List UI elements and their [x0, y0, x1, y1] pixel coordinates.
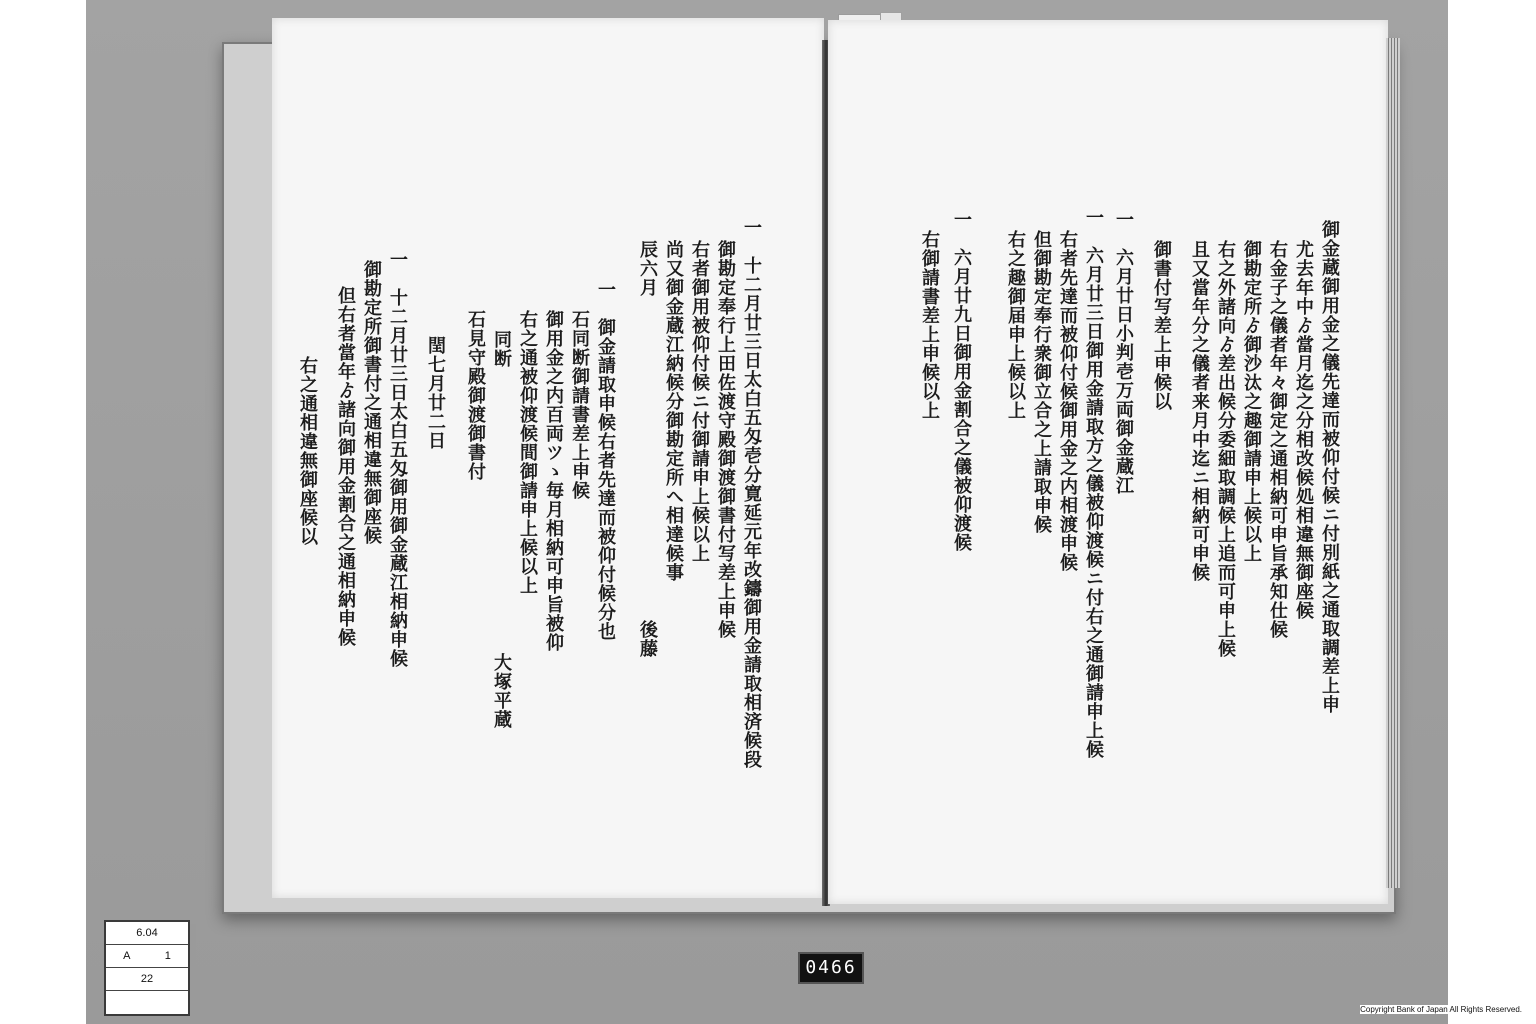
- right-page: [828, 20, 1388, 904]
- right-column-10: 右者先達而被仰付候御用金之内相渡申候: [1057, 230, 1078, 572]
- right-column-3: 右金子之儀者年々御定之通相納可申旨承知仕候: [1267, 240, 1288, 639]
- label-row-1: 6.04: [106, 922, 188, 945]
- left-column-14: 御勘定所御書付之通相違無御座候: [361, 260, 382, 545]
- right-column-8: 一 六月廿日小判壱万両御金蔵江: [1113, 210, 1134, 495]
- left-column-2: 御勘定奉行上田佐渡守殿御渡御書付写差上申候: [715, 240, 736, 639]
- archive-label-card: [104, 920, 190, 1016]
- right-column-1: 御金蔵御用金之儀先達而被仰付候ニ付別紙之通取調差上申: [1319, 220, 1340, 714]
- right-column-6: 且又當年分之儀者来月中迄ニ相納可申候: [1189, 240, 1210, 582]
- right-column-7: 御書付写差上申候以: [1151, 240, 1172, 411]
- left-column-9: 右之通被仰渡候間御請申上候以上: [517, 310, 538, 595]
- left-column-1: 一 十二月廿三日太白五匁壱分寛延元年改鑄御用金請取相済候段: [741, 218, 762, 769]
- left-column-6: 一 御金請取申候右者先達而被仰付候分也: [595, 280, 616, 641]
- right-column-5: 右之外諸向ゟ差出候分委細取調候上追而可申上候: [1215, 240, 1236, 658]
- left-column-5: 辰六月 後藤: [637, 240, 658, 658]
- page-edges: [1386, 38, 1400, 888]
- left-column-7: 石同断御請書差上申候: [569, 310, 590, 500]
- copyright-notice: Copyright Bank of Japan All Rights Reserved.: [1360, 1005, 1522, 1014]
- label-row-4: [106, 991, 188, 1013]
- right-column-4: 御勘定所ゟ御沙汰之趣御請申上候以上: [1241, 240, 1262, 563]
- left-column-4: 尚又御金蔵江納候分御勘定所へ相達候事: [663, 240, 684, 582]
- left-column-12: 閏七月廿二日: [425, 336, 446, 450]
- left-column-3: 右者御用被仰付候ニ付御請申上候以上: [689, 240, 710, 563]
- right-column-11: 但御勘定奉行衆御立合之上請取申候: [1031, 230, 1052, 534]
- right-column-12: 右之趣御届申上候以上: [1005, 230, 1026, 420]
- label-row-2: [106, 945, 188, 968]
- left-column-11: 石見守殿御渡御書付: [465, 310, 486, 481]
- frame-number: 0466: [798, 952, 864, 984]
- right-column-2: 尤去年中ゟ當月迄之分相改候処相違無御座候: [1293, 240, 1314, 620]
- label-row-3: 22: [106, 968, 188, 991]
- left-column-15: 但右者當年ゟ諸向御用金割合之通相納申候: [335, 286, 356, 647]
- left-page: [272, 18, 824, 898]
- left-column-13: 一 十二月廿三日太白五匁御用御金蔵江相納申候: [387, 250, 408, 668]
- left-column-16: 右之通相違無御座候以: [297, 356, 318, 546]
- left-column-10: 同断 大塚平蔵: [491, 330, 512, 729]
- right-column-9: 一 六月廿三日御用金請取方之儀被仰渡候ニ付右之通御請申上候: [1083, 208, 1104, 759]
- right-column-14: 右御請書差上申候以上: [919, 230, 940, 420]
- label-row-2-left: A: [123, 950, 131, 962]
- right-column-13: 一 六月廿九日御用金割合之儀被仰渡候: [951, 210, 972, 552]
- left-column-8: 御用金之内百両ツゝ毎月相納可申旨被仰: [543, 310, 564, 652]
- label-row-2-right: 1: [164, 950, 171, 962]
